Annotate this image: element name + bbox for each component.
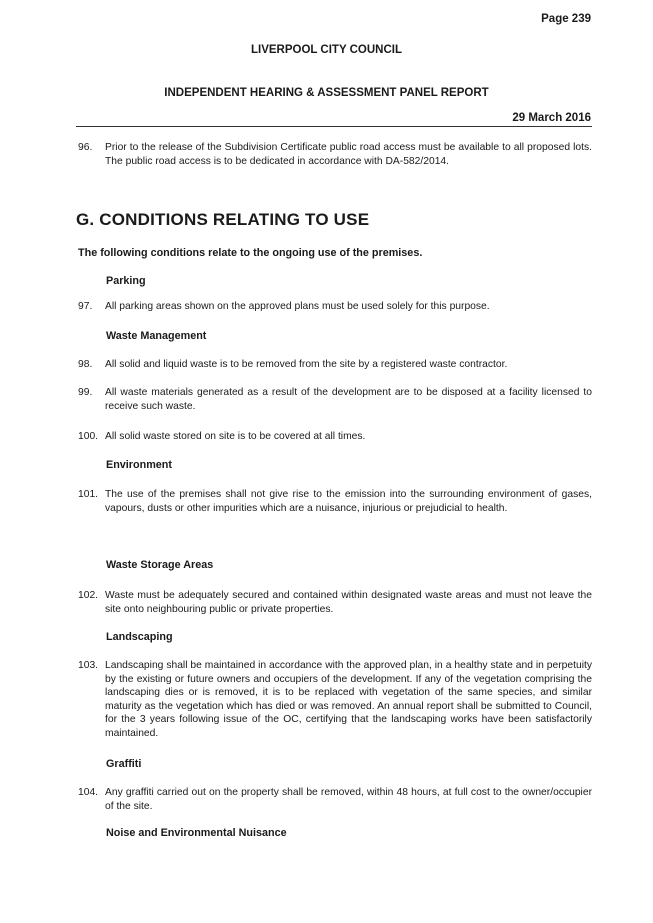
subheading-waste-storage: Waste Storage Areas	[106, 559, 214, 571]
section-intro: The following conditions relate to the ongoing use of the premises.	[78, 247, 423, 259]
report-title: INDEPENDENT HEARING & ASSESSMENT PANEL REPORT	[164, 87, 489, 99]
subheading-parking: Parking	[106, 275, 146, 287]
subheading-environment: Environment	[106, 459, 172, 471]
condition-number: 101.	[78, 489, 99, 500]
condition-text: Prior to the release of the Subdivision Certificate public road access must be available to all proposed lots. The public road access is to be dedicated in accordance with DA-582/2014.	[105, 142, 592, 167]
condition-text: Landscaping shall be maintained in accordance with the approved plan, in a healthy state and in perpetuity by the existing or future owners and occupiers of the development. If any of the vegetation comprising the landscaping dies or is removed, it is to be replaced with vegetation of the same species, and similar maturity as the vegetation which has died or was removed. An annual report shall be submitted to Council, for the 3 years following issue of the OC, certifying that the landscaping works have been satisfactorily maintained.	[105, 660, 592, 739]
condition-item	[78, 786, 592, 813]
subheading-noise: Noise and Environmental Nuisance	[106, 827, 287, 839]
condition-item	[78, 300, 592, 314]
condition-text: The use of the premises shall not give rise to the emission into the surrounding environment of gases, vapours, dusts or other impurities which are a nuisance, injurious or prejudicial to health.	[105, 489, 592, 514]
header-rule	[76, 126, 592, 127]
condition-number: 100.	[78, 431, 99, 442]
condition-number: 99.	[78, 387, 93, 398]
condition-number: 102.	[78, 590, 99, 601]
condition-number: 104.	[78, 787, 99, 798]
condition-number: 96.	[78, 142, 93, 153]
condition-text: Any graffiti carried out on the property shall be removed, within 48 hours, at full cost to the owner/occupier of the site.	[105, 787, 592, 812]
subheading-graffiti: Graffiti	[106, 758, 142, 770]
condition-text: All solid and liquid waste is to be removed from the site by a registered waste contractor.	[105, 359, 508, 370]
condition-number: 97.	[78, 301, 93, 312]
condition-text: All waste materials generated as a result of the development are to be disposed at a facility licensed to receive such waste.	[105, 387, 592, 412]
subheading-waste-management: Waste Management	[106, 330, 207, 342]
condition-text: All solid waste stored on site is to be covered at all times.	[105, 431, 366, 442]
condition-item	[78, 358, 592, 372]
council-name: LIVERPOOL CITY COUNCIL	[250, 44, 402, 56]
condition-text: All parking areas shown on the approved plans must be used solely for this purpose.	[105, 301, 490, 312]
report-date: 29 March 2016	[512, 112, 591, 124]
condition-item	[78, 430, 592, 444]
section-title: G. CONDITIONS RELATING TO USE	[76, 210, 370, 229]
condition-number: 98.	[78, 359, 93, 370]
condition-text: Waste must be adequately secured and contained within designated waste areas and must not leave the site onto neighbouring public or private properties.	[105, 590, 592, 615]
page-number: Page 239	[541, 13, 591, 25]
subheading-landscaping: Landscaping	[106, 631, 173, 643]
condition-item	[78, 488, 592, 515]
condition-number: 103.	[78, 660, 99, 671]
condition-item	[78, 589, 592, 616]
condition-item	[78, 141, 592, 168]
condition-item	[78, 659, 592, 740]
condition-item	[78, 386, 592, 413]
